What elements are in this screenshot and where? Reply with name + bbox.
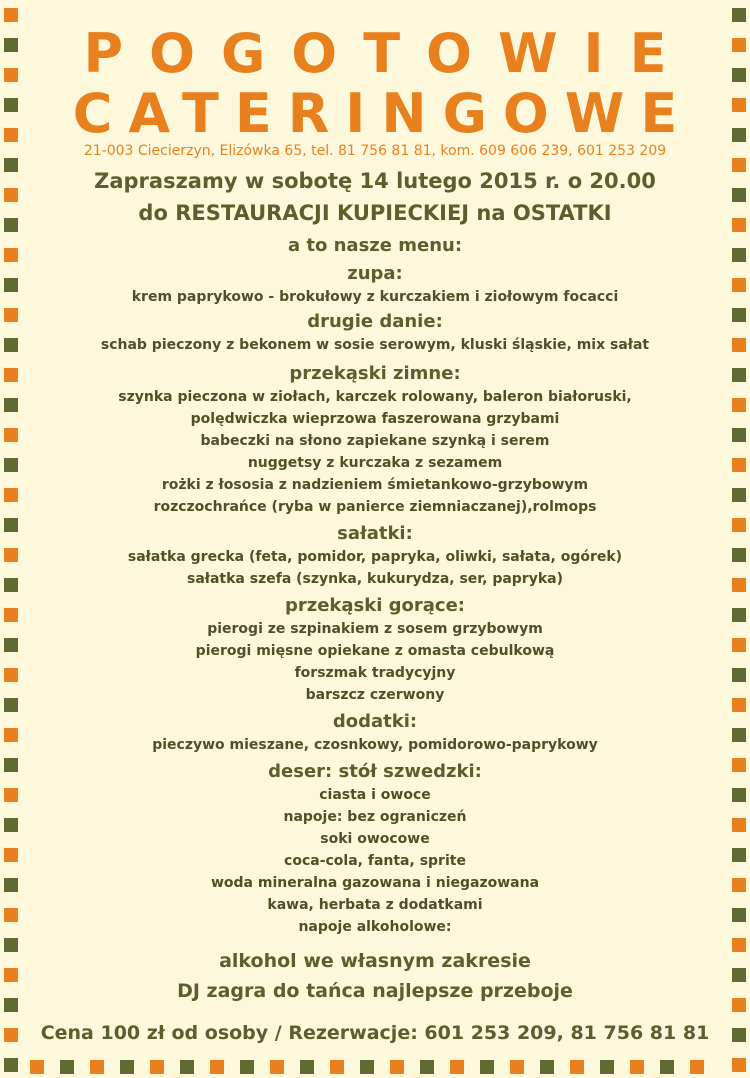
border-square [510,1060,524,1074]
border-square [732,68,746,82]
border-square [4,458,18,472]
border-square [732,308,746,322]
border-square [732,158,746,172]
menu-item: ciasta i owoce [319,787,431,803]
border-square [4,398,18,412]
border-square [732,638,746,652]
price-and-reservations: Cena 100 zł od osoby / Rezerwacje: 601 253 209, 81 756 81 81 [40,1022,710,1044]
border-square [4,878,18,892]
border-square [732,848,746,862]
menu-item: rożki z łososia z nadzieniem śmietankowo-grzybowym [161,477,589,493]
menu-item: polędwiczka wieprzowa faszerowana grzybami [190,411,560,427]
border-square [4,608,18,622]
title-line-1: POGOTOWIE [83,22,693,85]
title-line-2: CATERINGOWE [72,82,694,145]
menu-item: sałatka szefa (szynka, kukurydza, ser, papryka) [187,571,563,587]
border-square [4,218,18,232]
border-square [660,1060,674,1074]
border-square [732,428,746,442]
border-square [330,1060,344,1074]
section-heading: przekąski zimne: [289,363,461,384]
menu-section [40,522,710,590]
border-square [732,188,746,202]
border-square [4,68,18,82]
border-square [570,1060,584,1074]
border-square [732,368,746,382]
border-square [732,98,746,112]
border-square [732,218,746,232]
menu-item: coca-cola, fanta, sprite [284,853,466,869]
border-square [732,818,746,832]
border-square [4,38,18,52]
border-square [732,398,746,412]
menu-item: nuggetsy z kurczaka z sezamem [247,455,503,471]
closing-line-1: alkohol we własnym zakresie [219,950,531,972]
border-square [732,1058,746,1072]
border-square [732,488,746,502]
border-square [150,1060,164,1074]
menu-item: pieczywo mieszane, czosnkowy, pomidorowo-paprykowy [152,737,598,753]
border-square [300,1060,314,1074]
border-square [732,788,746,802]
menu-item: babeczki na słono zapiekane szynką i serem [200,433,550,449]
border-square [732,128,746,142]
menu-sections [40,262,710,938]
border-square [4,1058,18,1072]
menu-item: schab pieczony z bekonem w sosie serowym, kluski śląskie, mix sałat [100,337,650,353]
border-square [4,578,18,592]
menu-section [40,262,710,308]
border-square [732,608,746,622]
border-square [732,458,746,472]
border-square [4,488,18,502]
section-heading: drugie danie: [307,311,443,332]
border-square [4,548,18,562]
border-square [732,728,746,742]
menu-item: barszcz czerwony [305,687,445,703]
border-square [4,338,18,352]
menu-item: napoje alkoholowe: [298,919,452,935]
border-square [90,1060,104,1074]
border-square [732,548,746,562]
menu-item: pierogi mięsne opiekane z omasta cebulkową [195,643,555,659]
border-square [732,998,746,1012]
border-square [4,638,18,652]
border-square [732,878,746,892]
contact-address: 21-003 Ciecierzyn, Elizówka 65, tel. 81 756 81 81, kom. 609 606 239, 601 253 209 [83,143,667,159]
menu-item: napoje: bez ograniczeń [283,809,467,825]
border-square [732,1028,746,1042]
invite-line-2: do RESTAURACJI KUPIECKIEJ na OSTATKI [138,201,612,225]
border-square [4,308,18,322]
border-square [4,428,18,442]
border-square [732,668,746,682]
section-heading: sałatki: [337,523,413,544]
section-heading: zupa: [347,263,403,284]
border-square [30,1060,44,1074]
border-square [732,8,746,22]
border-square [4,818,18,832]
border-square [60,1060,74,1074]
border-square [4,698,18,712]
border-square [732,968,746,982]
border-square [4,248,18,262]
menu-item: sałatka grecka (feta, pomidor, papryka, oliwki, sałata, ogórek) [127,549,623,565]
border-square [732,938,746,952]
border-square [4,158,18,172]
border-square [4,758,18,772]
menu-item: krem paprykowo - brokułowy z kurczakiem i ziołowym focacci [131,289,619,305]
border-square [180,1060,194,1074]
menu-item: szynka pieczona w ziołach, karczek rolowany, baleron białoruski, [118,389,632,405]
menu-intro: a to nasze menu: [287,235,463,256]
border-square [732,698,746,712]
menu-section [40,362,710,518]
border-square [4,668,18,682]
border-square [240,1060,254,1074]
border-square [690,1060,704,1074]
border-square [4,128,18,142]
border-square [4,938,18,952]
border-square [4,908,18,922]
border-square [270,1060,284,1074]
section-heading: deser: stół szwedzki: [268,761,482,782]
border-square [732,338,746,352]
border-square [4,368,18,382]
border-square [450,1060,464,1074]
menu-section [40,594,710,706]
border-square [4,188,18,202]
border-square [540,1060,554,1074]
border-square [420,1060,434,1074]
section-heading: dodatki: [332,711,418,732]
border-square [732,908,746,922]
border-square [732,518,746,532]
menu-item: forszmak tradycyjny [294,665,456,681]
menu-item: pierogi ze szpinakiem z sosem grzybowym [207,621,543,637]
border-square [390,1060,404,1074]
border-square [732,38,746,52]
menu-section [40,760,710,938]
closing-line-2: DJ zagra do tańca najlepsze przeboje [177,980,573,1002]
border-square [732,578,746,592]
border-square [630,1060,644,1074]
border-square [4,8,18,22]
menu-section [40,310,710,356]
menu-item: kawa, herbata z dodatkami [267,897,483,913]
border-square [4,278,18,292]
menu-item: soki owocowe [320,831,430,847]
menu-item: rozczochrańce (ryba w panierce ziemniaczanej),rolmops [153,499,597,515]
border-square [4,1028,18,1042]
menu-section [40,710,710,756]
border-square [4,788,18,802]
invite-line-1: Zapraszamy w sobotę 14 lutego 2015 r. o 20.00 [94,169,656,193]
border-square [600,1060,614,1074]
section-heading: przekąski gorące: [284,595,466,616]
border-square [732,758,746,772]
border-square [4,98,18,112]
border-square [480,1060,494,1074]
border-square [360,1060,374,1074]
border-square [4,518,18,532]
menu-item: woda mineralna gazowana i niegazowana [210,875,540,891]
border-square [732,248,746,262]
border-square [120,1060,134,1074]
border-square [210,1060,224,1074]
border-square [4,998,18,1012]
border-square [4,848,18,862]
border-square [4,728,18,742]
border-square [732,278,746,292]
border-square [4,968,18,982]
